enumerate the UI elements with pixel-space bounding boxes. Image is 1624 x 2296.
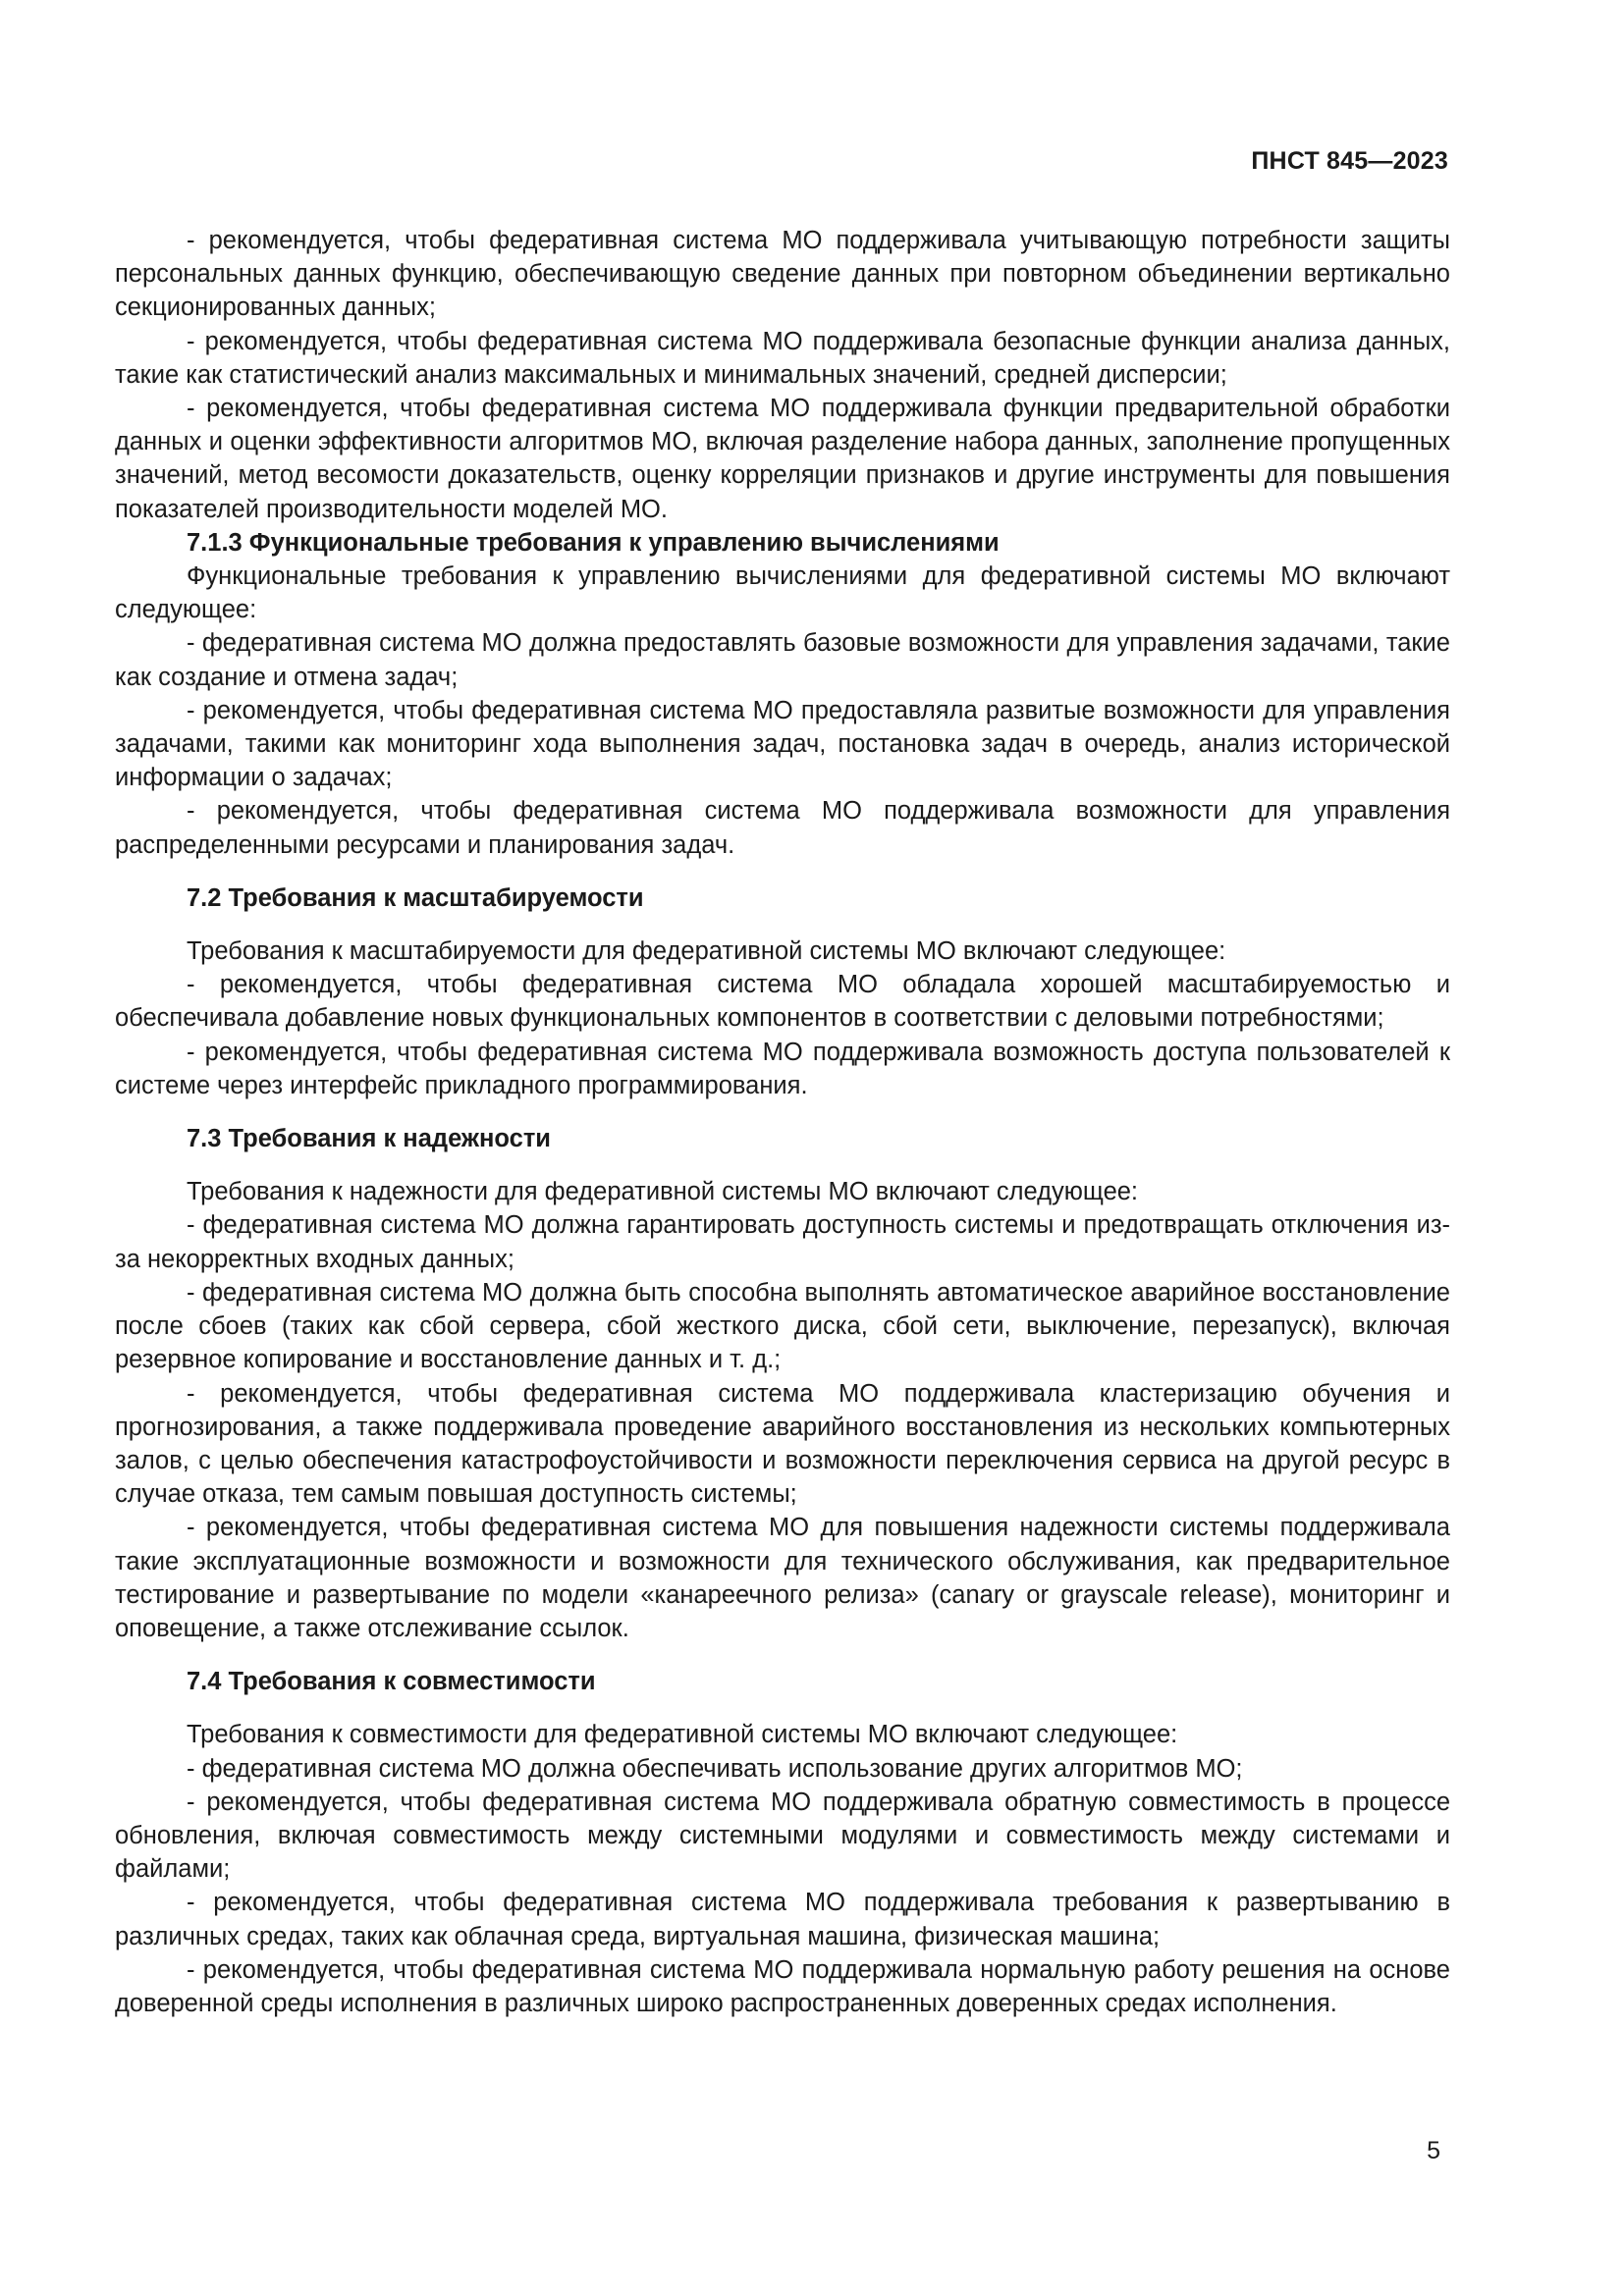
paragraph: Требования к надежности для федеративной системы МО включают следующее: (187, 1178, 1139, 1206)
list-item: - федеративная система МО должна обеспечивать использование других алгоритмов МО; (187, 1754, 1243, 1783)
paragraph: Требования к совместимости для федеративной системы МО включают следующее: (187, 1721, 1178, 1749)
list-item: - рекомендуется, чтобы федеративная система МО поддерживала учитывающую потребности защиты персональных данных функцию, обеспечивающую сведение данных при повторном объединении вертикально секционированных данных; (115, 227, 1450, 322)
document-body (115, 224, 1450, 2020)
section-heading-7-2: 7.2 Требования к масштабируемости (187, 883, 644, 912)
list-item: - рекомендуется, чтобы федеративная система МО поддерживала возможности для управления распределенными ресурсами и планирования задач. (115, 797, 1450, 859)
list-item: - федеративная система МО должна гарантировать доступность системы и предотвращать отключения из-за некорректных входных данных; (115, 1211, 1450, 1273)
list-item: - рекомендуется, чтобы федеративная система МО поддерживала возможность доступа пользователей к системе через интерфейс прикладного программирования. (115, 1038, 1450, 1099)
section-heading-7-1-3: 7.1.3 Функциональные требования к управлению вычислениями (187, 528, 1000, 557)
list-item: - федеративная система МО должна быть способна выполнять автоматическое аварийное восстановление после сбоев (таких как сбой сервера, сбой жесткого диска, сбой сети, выключение, перезапуск), включая резервное копирование и восстановление данных и т. д.; (115, 1278, 1450, 1374)
page-number: 5 (1427, 2137, 1440, 2164)
section-heading-7-3: 7.3 Требования к надежности (187, 1125, 551, 1153)
list-item: - рекомендуется, чтобы федеративная система МО поддерживала нормальную работу решения на основе доверенной среды исполнения в различных широко распространенных доверенных средах исполнения. (115, 1955, 1450, 2017)
paragraph: Требования к масштабируемости для федеративной системы МО включают следующее: (187, 937, 1226, 966)
section-heading-7-4: 7.4 Требования к совместимости (187, 1668, 596, 1696)
list-item: - рекомендуется, чтобы федеративная система МО обладала хорошей масштабируемостью и обеспечивала добавление новых функциональных компонентов в соответствии с деловыми потребностями; (115, 971, 1450, 1033)
list-item: - рекомендуется, чтобы федеративная система МО поддерживала функции предварительной обработки данных и оценки эффективности алгоритмов МО, включая разделение набора данных, заполнение пропущенных значений, метод весомости доказательств, оценку корреляции признаков и другие инструменты для повышения показателей производительности моделей МО. (115, 395, 1450, 523)
list-item: - федеративная система МО должна предоставлять базовые возможности для управления задачами, такие как создание и отмена задач; (115, 629, 1450, 691)
list-item: - рекомендуется, чтобы федеративная система МО предоставляла развитые возможности для управления задачами, такими как мониторинг хода выполнения задач, постановка задач в очередь, анализ исторической информации о задачах; (115, 696, 1450, 792)
list-item: - рекомендуется, чтобы федеративная система МО для повышения надежности системы поддерживала такие эксплуатационные возможности и возможности для технического обслуживания, как предварительное тестирование и развертывание по модели «канареечного релиза» (canary or grayscale release), мониторинг и оповещение, а также отслеживание ссылок. (115, 1514, 1450, 1642)
list-item: - рекомендуется, чтобы федеративная система МО поддерживала кластеризацию обучения и прогнозирования, а также поддерживала проведение аварийного восстановления из нескольких компьютерных залов, с целью обеспечения катастрофоустойчивости и возможности переключения сервиса на другой ресурс в случае отказа, тем самым повышая доступность системы; (115, 1379, 1450, 1509)
list-item: - рекомендуется, чтобы федеративная система МО поддерживала требования к развертыванию в различных средах, таких как облачная среда, виртуальная машина, физическая машина; (115, 1889, 1450, 1950)
list-item: - рекомендуется, чтобы федеративная система МО поддерживала обратную совместимость в процессе обновления, включая совместимость между системными модулями и совместимость между системами и файлами; (115, 1788, 1450, 1884)
document-code: ПНСТ 845—2023 (1251, 147, 1448, 175)
list-item: - рекомендуется, чтобы федеративная система МО поддерживала безопасные функции анализа данных, такие как статистический анализ максимальных и минимальных значений, средней дисперсии; (115, 327, 1450, 389)
paragraph: Функциональные требования к управлению вычислениями для федеративной системы МО включают следующее: (115, 562, 1450, 624)
